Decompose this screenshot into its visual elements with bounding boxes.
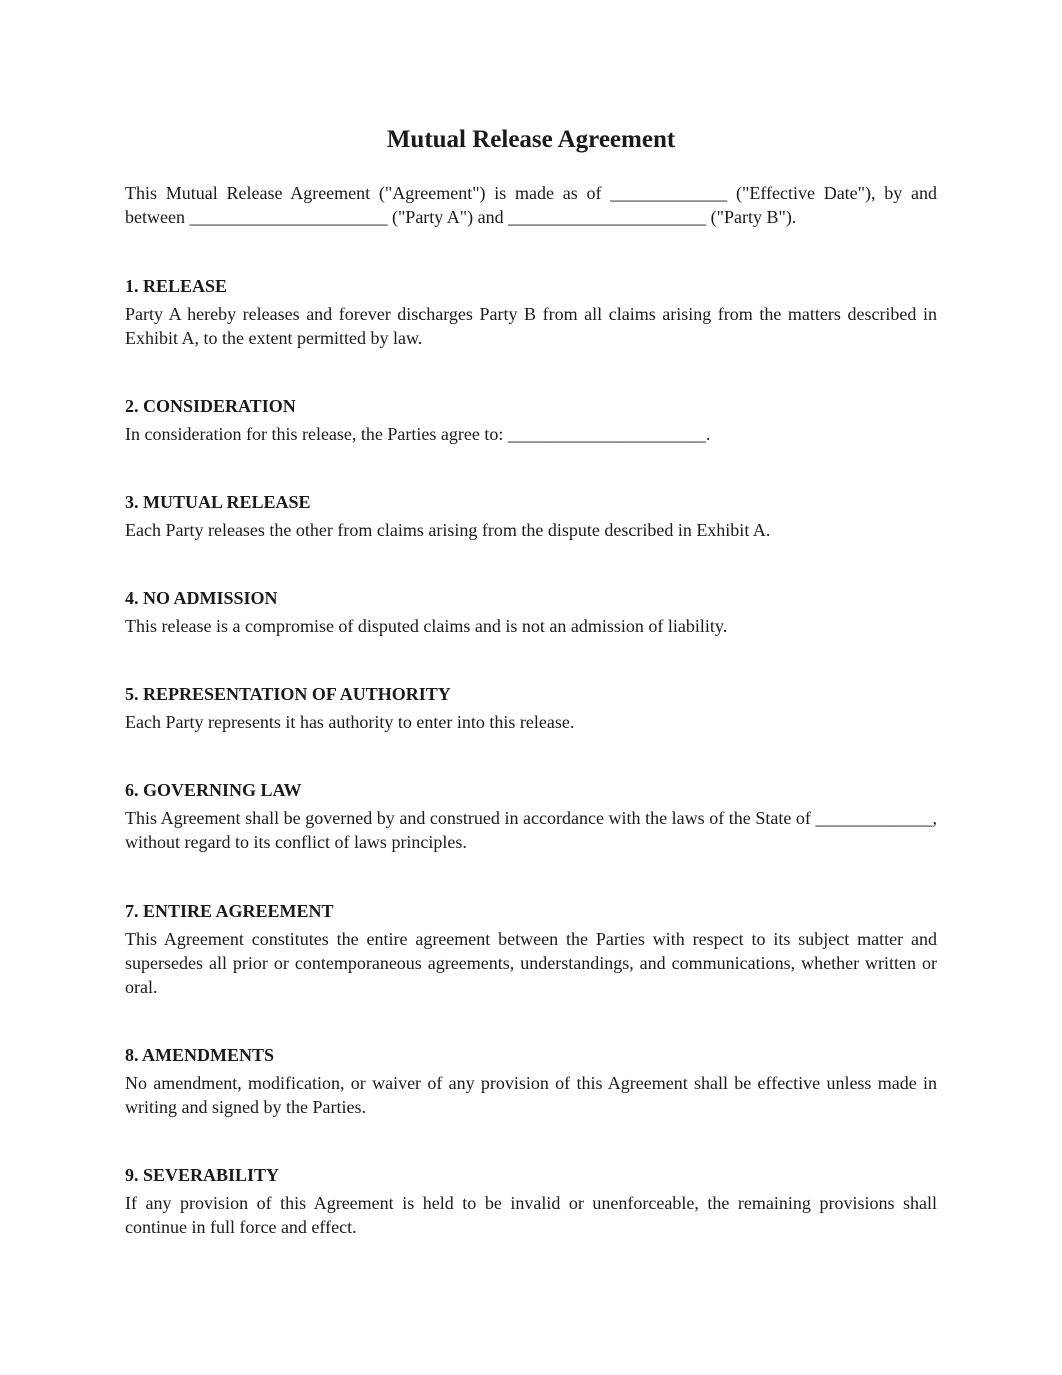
section-body: If any provision of this Agreement is held to be invalid or unenforceable, the remaining provisions shall continue in full force and effect. (125, 1193, 937, 1237)
section-body: Party A hereby releases and forever discharges Party B from all claims arising from the matters described in Exhibit A, to the extent permitted by law. (125, 304, 937, 348)
section-entire-agreement (125, 899, 937, 999)
section-heading: 4. NO ADMISSION (125, 588, 278, 608)
section-heading: 6. GOVERNING LAW (125, 780, 302, 800)
section-amendments (125, 1043, 937, 1119)
section-heading: 1. RELEASE (125, 276, 228, 296)
section-no-admission (125, 586, 937, 638)
section-heading: 3. MUTUAL RELEASE (125, 492, 311, 512)
section-heading: 8. AMENDMENTS (125, 1045, 275, 1065)
section-body: This Agreement shall be governed by and construed in accordance with the laws of the State of _____________, without regard to its conflict of laws principles. (125, 808, 937, 852)
section-body: No amendment, modification, or waiver of any provision of this Agreement shall be effective unless made in writing and signed by the Parties. (125, 1073, 937, 1117)
section-heading: 5. REPRESENTATION OF AUTHORITY (125, 684, 451, 704)
section-governing-law (125, 778, 937, 854)
section-body: Each Party represents it has authority to enter into this release. (125, 712, 575, 732)
section-heading: 2. CONSIDERATION (125, 396, 296, 416)
section-severability (125, 1163, 937, 1239)
section-heading: 7. ENTIRE AGREEMENT (125, 901, 334, 921)
section-consideration (125, 394, 937, 446)
intro-paragraph: This Mutual Release Agreement ("Agreement") is made as of _____________ ("Effective Date"), by and between ______________________ ("Party A") and ______________________ ("Party B"). (125, 183, 937, 227)
section-representation-of-authority (125, 682, 937, 734)
section-body: In consideration for this release, the Parties agree to: ______________________. (125, 424, 711, 444)
section-body: This release is a compromise of disputed claims and is not an admission of liability. (125, 616, 728, 636)
document-title: Mutual Release Agreement (386, 126, 676, 153)
section-body: This Agreement constitutes the entire agreement between the Parties with respect to its subject matter and supersedes all prior or contemporaneous agreements, understandings, and communications, whether written or oral. (125, 929, 937, 997)
section-release (125, 274, 937, 350)
section-mutual-release (125, 490, 937, 542)
section-body: Each Party releases the other from claims arising from the dispute described in Exhibit A. (125, 520, 771, 540)
section-heading: 9. SEVERABILITY (125, 1165, 280, 1185)
